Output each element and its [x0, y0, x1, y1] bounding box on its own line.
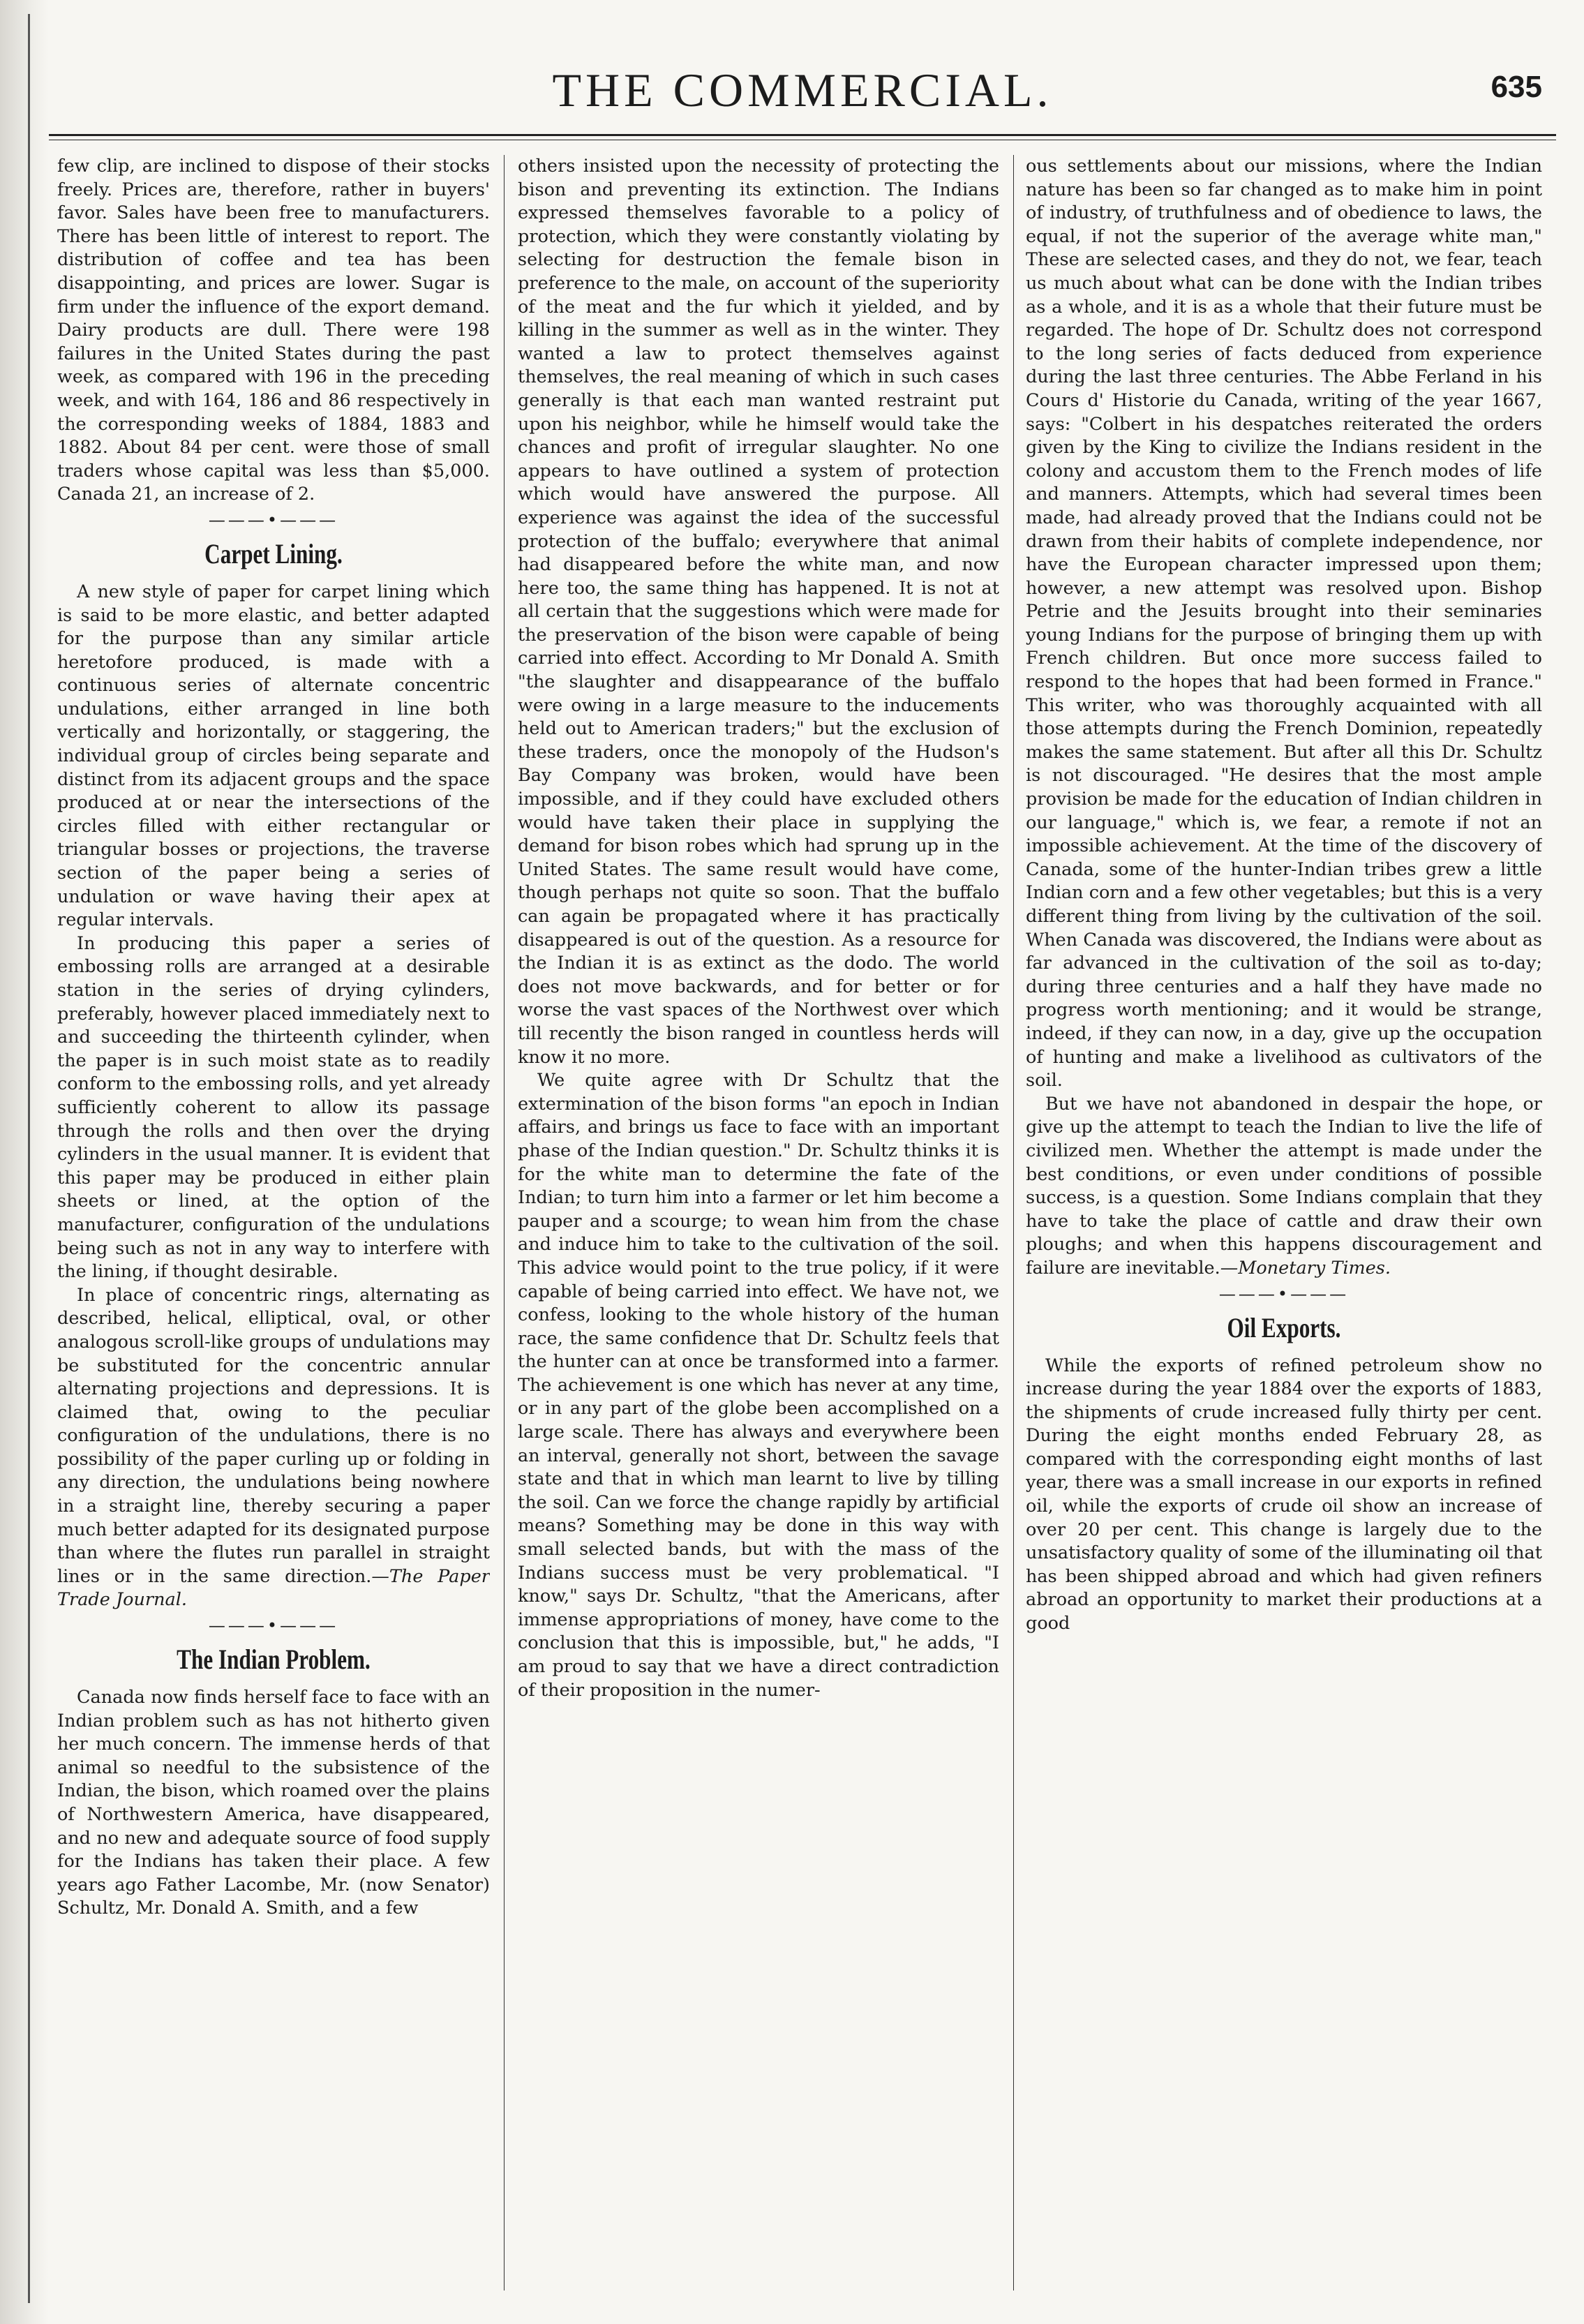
section-separator: ———•———: [1218, 1283, 1350, 1304]
column-divider-1: [504, 155, 505, 2291]
indian-paragraph-schultz: We quite agree with Dr Schultz that the extermination of the bison forms "an epoch in Indian affairs, and brings us face to face with an important phase of the Indian question." Dr. Schultz thinks it is for the white man to determine the fate of the Indian; to turn him into a farmer or let him become a pauper and a scourge; to wean him from the chase and induce him to take to the cultivation of the soil. This advice would point to the true policy, if it were capable of being carried into effect. We have not, we confess, looking to the whole history of the human race, the same confidence that Dr. Schultz feels that the hunter can at once be transformed into a farmer. The achievement is one which has never at any time, or in any part of the globe been accomplished on a large scale. There has always and everywhere been an interval, generally not short, between the savage state and that in which man learnt to live by tilling the soil. Can we force the change rapidly by artificial means? Something may be done in this way with small selected bands, but with the mass of the Indians success must be very problematical. "I know," says Dr. Schultz, "that the Americans, after immense appropriations of money, have come to the conclusion that this is impossible, but," he adds, "I am proud to say that we have a direct contradiction of their proposition in the numer-: [518, 1070, 999, 1701]
heading-carpet-lining: Carpet Lining.: [204, 537, 343, 569]
heading-indian-problem: The Indian Problem.: [177, 1644, 371, 1676]
section-separator: ———•———: [208, 509, 339, 530]
carpet-source: —The Paper Trade Journal.: [57, 1565, 490, 1611]
scan-left-edge: [0, 0, 49, 2324]
header-rule-thick: [49, 134, 1556, 136]
carpet-paragraph-2: In producing this paper a series of embossing rolls are arranged at a desirable station in the series of drying cylinders, preferably, however placed immediately next to and succeeding the thirteenth cylinder, when the paper is in such moist state as to readily conform to the embossing rolls, and yet already sufficiently coherent to allow its passage through the rolls and then over the drying cylinders in the usual manner. It is evident that this paper may be produced in either plain sheets or lined, at the option of the manufacturer, configuration of the undulations being such as not in any way to interfere with the lining, if thought desirable.: [57, 932, 490, 1283]
carpet-paragraph-1: A new style of paper for carpet lining which is said to be more elastic, and better adapted for the purpose than any similar article heretofore produced, is made with a continuous series of alternate concentric undulations, either arranged in line both vertically and horizontally, or staggering, the individual group of circles being separate and distinct from its adjacent groups and the space produced at or near the intersections of the circles filled with either rectangular or triangular bosses or projections, the traverse section of the paper being a series of undulation or wave having their apex at regular intervals.: [57, 581, 490, 931]
carpet-paragraph-3: [57, 1284, 490, 1612]
indian-paragraph-conclusion: [1026, 1093, 1542, 1281]
carpet-paragraph-3-text: In place of concentric rings, alternating as described, helical, elliptical, oval, or other analogous scroll-like groups of undulations may be substituted for the concentric annular alternating projections and depressions. It is claimed that, owing to the peculiar configuration of the undulations, there is no possibility of the paper curling up or folding in any direction, the undulations being nowhere in a straight line, thereby securing a paper much better adapted for its designated purpose than where the flutes run parallel in straight lines or in the same direction.: [57, 1284, 490, 1587]
column-2: [518, 155, 999, 2297]
indian-paragraph-settlements: ous settlements about our missions, where the Indian nature has been so far changed as to make him in point of industry, of truthfulness and of obedience to laws, the equal, if not the superior of the average white man," These are selected cases, and they do not, we fear, teach us much about what can be done with the Indian tribes as a whole, and it is as a whole that their future must be regarded. The hope of Dr. Schultz does not correspond to the long series of facts deduced from experience during the last three centuries. The Abbe Ferland in his Cours d' Historie du Canada, writing of the year 1667, says: "Colbert in his despatches reiterated the orders given by the King to civilize the Indians resident in the colony and accustom them to the French modes of life and manners. Attempts, which had several times been made, had already proved that the Indians could not be drawn from their habits of complete independence, nor have the European character impressed upon them; however, a new attempt was resolved upon. Bishop Petrie and the Jesuits brought into their seminaries young Indians for the purpose of bringing them up with French children. But once more success failed to respond to the hopes that had been formed in France." This writer, who was thoroughly acquainted with all those attempts during the French Dominion, repeatedly makes the same statement. But after all this Dr. Schultz is not discouraged. "He desires that the most ample provision be made for the education of Indian children in our language," which is, we fear, a remote if not an impossible achievement. At the time of the discovery of Canada, some of the hunter-Indian tribes grew a little Indian corn and a few other vegetables; but this is a very different thing from living by the cultivation of the soil. When Canada was discovered, the Indians were about as far advanced in the cultivation of the soil as to-day; during three centuries and a half they have made no progress worth mentioning; and it would be strange, indeed, if they can now, in a day, give up the occupation of hunting and make a livelihood as cultivators of the soil.: [1026, 156, 1542, 1092]
section-separator: ———•———: [208, 1616, 339, 1636]
column-3: [1026, 155, 1542, 2297]
indian-conclusion-text: But we have not abandoned in despair the hope, or give up the attempt to teach the Indian to live the life of civilized men. Whether the attempt is made under the best conditions, or even under conditions of possible success, is a question. Some Indians complain that they have to take the place of cattle and draw their own ploughs; and when this happens discouragement and failure are inevitable.: [1026, 1093, 1542, 1279]
heading-oil-exports: Oil Exports.: [1227, 1311, 1341, 1343]
market-report-text: few clip, are inclined to dispose of their stocks freely. Prices are, therefore, rather in buyers' favor. Sales have been free to manufacturers. There has been little of interest to report. The distribution of coffee and tea has been disappointing, and prices are lower. Sugar is firm under the influence of the export demand. Dairy products are dull. There were 198 failures in the United States during the past week, as compared with 196 in the preceding week, and with 164, 186 and 86 respectively in the corresponding weeks of 1884, 1883 and 1882. About 84 per cent. were those of small traders whose capital was less than $5,000. Canada 21, an increase of 2.: [57, 156, 490, 505]
indian-paragraph-continued: others insisted upon the necessity of protecting the bison and preventing its extinction. The Indians expressed themselves favorable to a policy of protection, which they were constantly violating by selecting for destruction the female bison in preference to the male, on account of the superiority of the meat and the fur which it yielded, and by killing in the summer as well as in the winter. They wanted a law to protect themselves against themselves, the real meaning of which in such cases generally is that each man wanted restraint put upon his neighbor, while he himself would take the chances and profit of irregular slaughter. No one appears to have outlined a system of protection which would have answered the purpose. All experience was against the idea of the successful protection of the buffalo; everywhere that animal had disappeared before the white man, and now here too, the same thing has happened. It is not at all certain that the suggestions which were made for the preservation of the bison were capable of being carried into effect. According to Mr Donald A. Smith "the slaughter and disappearance of the buffalo were owing in a large measure to the inducements held out to American traders;" but the exclusion of these traders, once the monopoly of the Hudson's Bay Company was broken, would have been impossible, and if they could have excluded others would have taken their place in supplying the demand for bison robes which had sprung up in the United States. The same result would have come, though perhaps not quite so soon. That the buffalo can again be propagated where it has practically disappeared is out of the question. As a resource for the Indian it is as extinct as the dodo. The world does not move backwards, and for better or for worse the vast spaces of the Northwest over which till recently the bison ranged in countless herds will know it no more.: [518, 156, 999, 1068]
newspaper-title: THE COMMERCIAL.: [552, 64, 1053, 117]
column-1: [57, 155, 490, 2297]
column-divider-2: [1013, 155, 1014, 2291]
indian-paragraph-1: Canada now finds herself face to face with an Indian problem such as has not hitherto given her much concern. The immense herds of that animal so needful to the subsistence of the Indian, the bison, which roamed over the plains of Northwestern America, have disappeared, and no new and adequate source of food supply for the Indians has taken their place. A few years ago Father Lacombe, Mr. (now Senator) Schultz, Mr. Donald A. Smith, and a few: [57, 1687, 490, 1919]
monetary-times-source: —Monetary Times.: [1220, 1257, 1391, 1279]
page-number: 635: [1490, 70, 1542, 104]
masthead: [49, 42, 1556, 133]
scan-margin-rule: [28, 14, 30, 2303]
oil-paragraph-1: While the exports of refined petroleum show no increase during the year 1884 over the exports of 1883, the shipments of crude increased fully thirty per cent. During the eight months ended February 28, as compared with the corresponding eight months of last year, there was a small increase in our exports in refined oil, while the exports of crude oil show an increase of over 20 per cent. This change is largely due to the unsatisfactory quality of some of the illuminating oil that has been shipped abroad and which had given refiners abroad an opportunity to market their productions at a good: [1026, 1355, 1542, 1634]
